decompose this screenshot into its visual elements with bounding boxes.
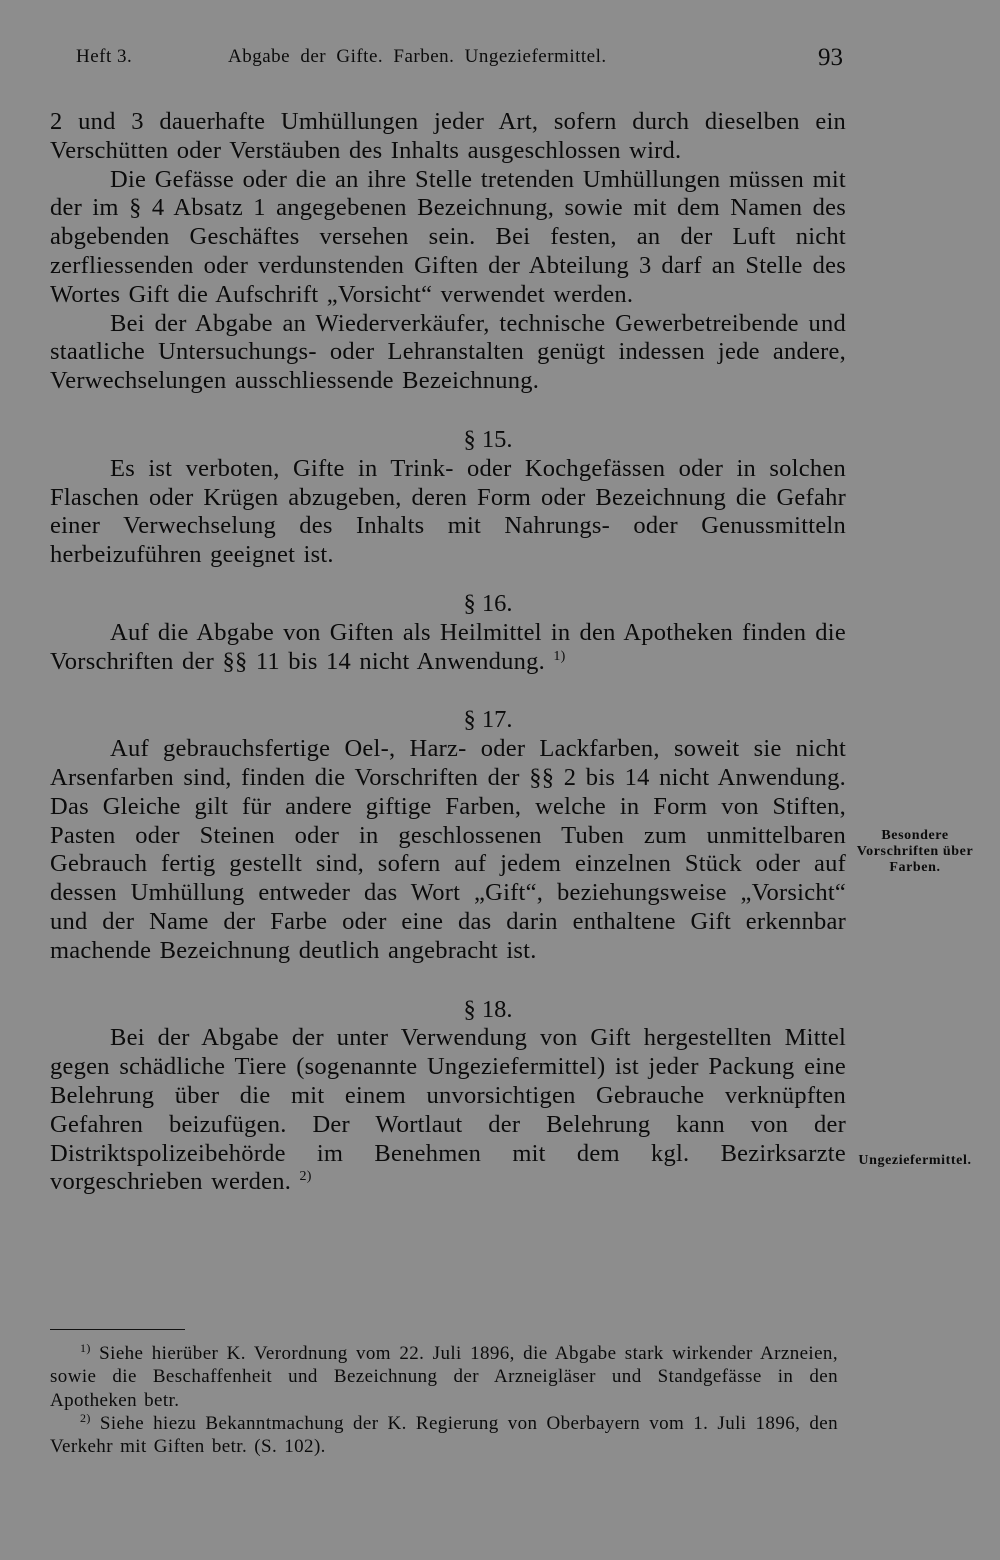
main-text	[50, 108, 846, 1197]
section-18-heading: § 18.	[463, 995, 513, 1023]
footnote-1-mark: 1)	[80, 1341, 91, 1355]
footnote-1-text: Siehe hierüber K. Verordnung vom 22. Juli 1896, die Abgabe stark wirkender Arzneien, sowie die Beschaffenheit und Bezeichnung der Arzneigläser und Standgefässe in den Apotheken betr.	[50, 1343, 838, 1411]
section-15-heading: § 15.	[463, 425, 513, 453]
section-16-heading: § 16.	[463, 589, 513, 617]
section-18-text: Bei der Abgabe der unter Verwendung von Gift hergestellten Mittel gegen schädliche Tiere (sogenannte Ungeziefermittel) ist jeder Packung eine Belehrung über die mit einem unvorsichtigen Gebrauche verknüpften Gefahren beizufügen. Der Wortlaut der Belehrung kann von der Distriktspolizeibehörde im Benehmen mit dem kgl. Bezirksarzte vorgeschrieben werden.	[50, 1024, 846, 1196]
section-18-paragraph	[50, 1024, 846, 1197]
margin-note-farben: Besondere Vorschriften über Farben.	[856, 828, 974, 875]
footnote-1	[50, 1342, 838, 1412]
margin-note-ungeziefer: Ungeziefermittel.	[858, 1153, 972, 1168]
paragraph-resellers: Bei der Abgabe an Wiederverkäufer, technische Gewerbetreibende und staatliche Untersuchungs- oder Lehranstalten genügt indessen jede andere, Verwechselungen ausschliessende Bezeichnung.	[50, 309, 846, 395]
footnote-2-text: Siehe hiezu Bekanntmachung der K. Regierung von Oberbayern vom 1. Juli 1896, den Verkehr mit Giften betr. (S. 102).	[50, 1412, 838, 1458]
paragraph-continued: 2 und 3 dauerhafte Umhüllungen jeder Art, sofern durch dieselben ein Verschütten oder Verstäuben des Inhalts ausgeschlossen wird.	[50, 108, 846, 164]
section-16-text: Auf die Abgabe von Giften als Heilmittel in den Apotheken finden die Vorschriften der §§ 11 bis 14 nicht Anwendung.	[50, 618, 846, 675]
running-title: Abgabe der Gifte. Farben. Ungeziefermittel.	[228, 46, 607, 67]
footnote-2-mark: 2)	[80, 1410, 91, 1425]
page-number: 93	[818, 44, 843, 71]
footnote-rule	[50, 1329, 185, 1330]
paragraph-labeling: Die Gefässe oder die an ihre Stelle tretenden Umhüllungen müssen mit der im § 4 Absatz 1 angegebenen Bezeichnung, sowie mit dem Namen des abgebenden Geschäftes versehen sein. Bei festen, an der Luft nicht zerfliessenden oder verdunstenden Giften der Abteilung 3 darf an Stelle des Wortes Gift die Aufschrift „Vorsicht“ verwendet werden.	[50, 165, 846, 308]
issue-label: Heft 3.	[76, 46, 133, 67]
section-17-heading: § 17.	[463, 706, 513, 734]
footnote-ref-2: 2)	[299, 1169, 312, 1185]
footnotes	[50, 1342, 838, 1458]
section-15-text: Es ist verboten, Gifte in Trink- oder Kochgefässen oder in solchen Flaschen oder Krügen abzugeben, deren Form oder Bezeichnung die Gefahr einer Verwechselung des Inhalts mit Nahrungs- oder Genussmitteln herbeizuführen geeignet ist.	[50, 454, 846, 569]
footnote-ref-1: 1)	[553, 648, 566, 664]
running-header	[0, 44, 1000, 78]
footnote-2	[50, 1412, 838, 1459]
section-17-text: Auf gebrauchsfertige Oel-, Harz- oder Lackfarben, soweit sie nicht Arsenfarben sind, finden die Vorschriften der §§ 2 bis 14 nicht Anwendung. Das Gleiche gilt für andere giftige Farben, welche in Form von Stiften, Pasten oder Steinen oder in geschlossenen Tuben zum unmittelbaren Gebrauch fertig gestellt sind, sofern auf jedem einzelnen Stück oder auf dessen Umhüllung entweder das Wort „Gift“, beziehungsweise „Vorsicht“ und der Name der Farbe oder eine das darin enthaltene Gift erkennbar machende Bezeichnung deutlich angebracht ist.	[50, 735, 846, 964]
section-16-paragraph	[50, 619, 846, 677]
